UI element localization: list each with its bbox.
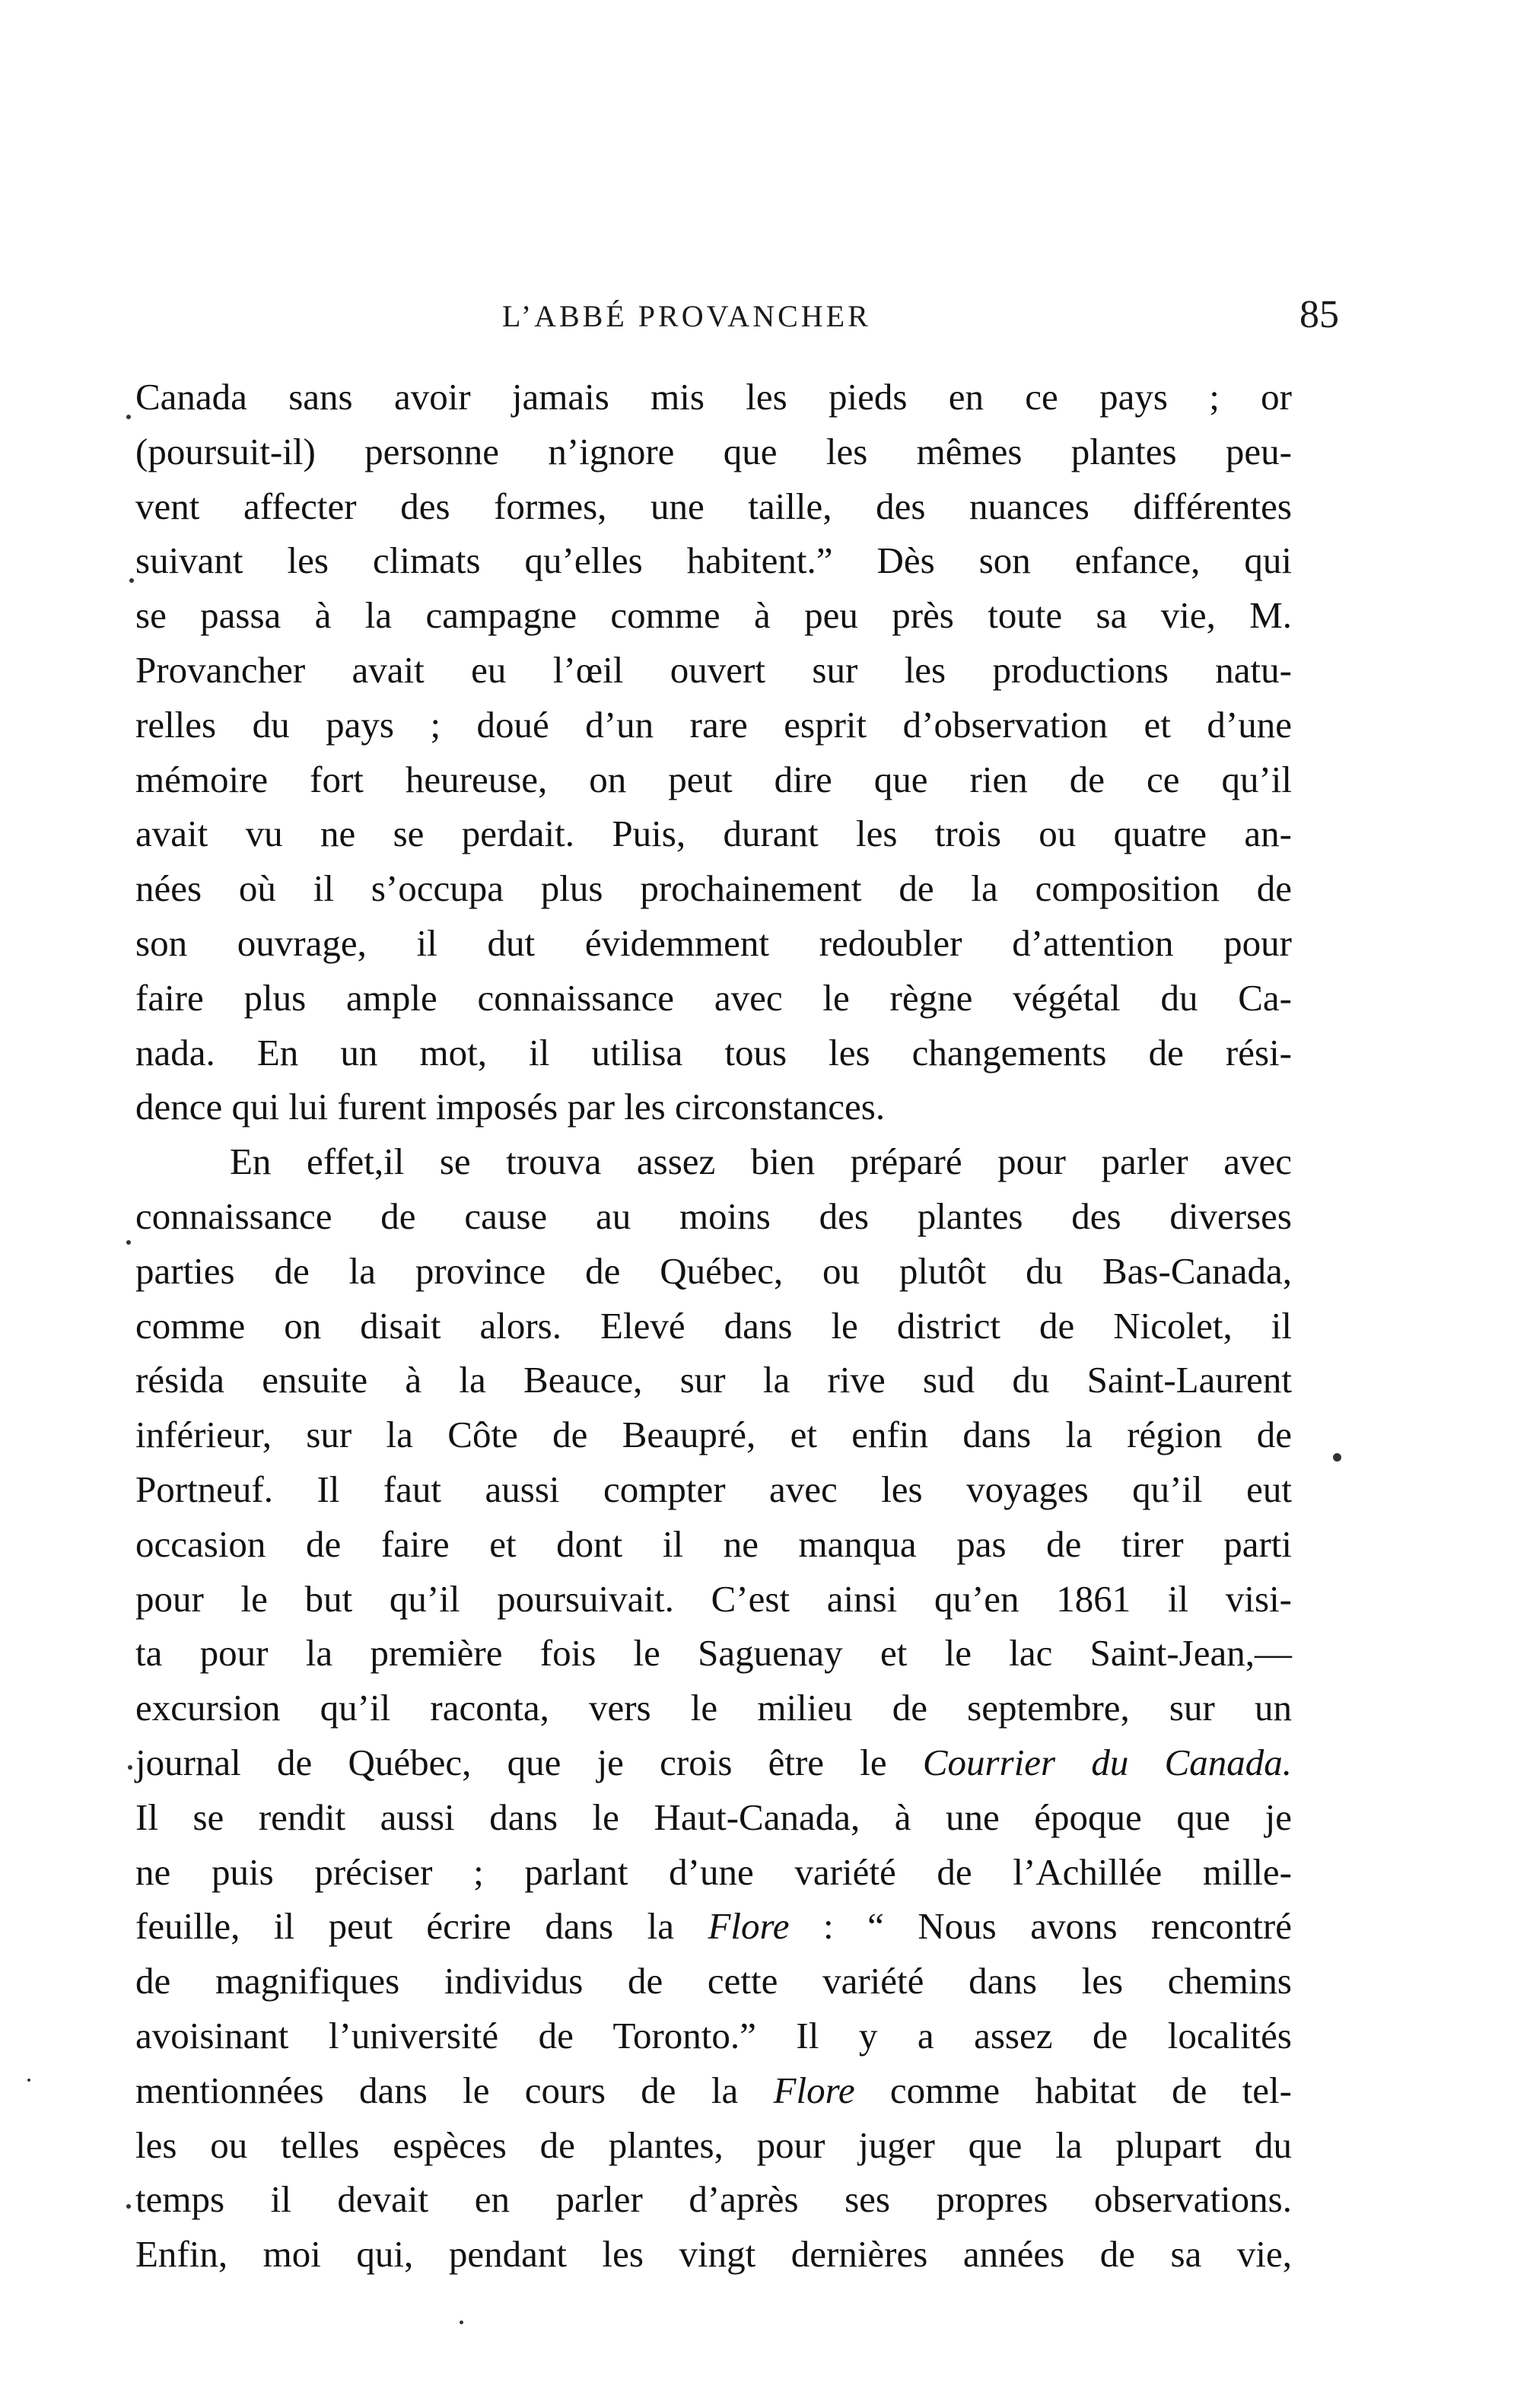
text-line bbox=[135, 2009, 1292, 2063]
text-segment: inférieur, sur la Côte de Beaupré, et enfin dans la région de bbox=[135, 1414, 1292, 1456]
text-line bbox=[135, 1517, 1292, 1572]
text-line bbox=[135, 1954, 1292, 2009]
text-line bbox=[135, 533, 1292, 588]
text-segment: vent affecter des formes, une taille, des nuances différentes bbox=[135, 485, 1292, 527]
text-segment: connaissance de cause au moins des plantes des diverses bbox=[135, 1194, 1292, 1237]
text-segment: comme on disait alors. Elevé dans le district de Nicolet, il bbox=[135, 1304, 1292, 1347]
text-line bbox=[135, 1244, 1292, 1299]
margin-speck bbox=[1333, 1453, 1341, 1462]
text-line bbox=[135, 588, 1292, 643]
text-line bbox=[135, 1189, 1292, 1244]
text-segment: parties de la province de Québec, ou plutôt du Bas-Canada, bbox=[135, 1249, 1292, 1292]
text-line bbox=[135, 1299, 1292, 1354]
text-line bbox=[135, 752, 1292, 807]
text-line bbox=[135, 1681, 1292, 1735]
text-segment: En effet,il se trouva assez bien préparé pour parler avec bbox=[230, 1140, 1292, 1183]
text-segment: faire plus ample connaissance avec le règne végétal du Ca- bbox=[135, 976, 1292, 1019]
running-title: L’ABBÉ PROVANCHER bbox=[502, 299, 871, 333]
text-segment: excursion qu’il raconta, vers le milieu de septembre, sur un bbox=[135, 1687, 1292, 1729]
margin-speck bbox=[126, 415, 131, 419]
text-line bbox=[135, 806, 1292, 861]
text-segment: se passa à la campagne comme à peu près toute sa vie, M. bbox=[135, 594, 1292, 637]
text-segment: relles du pays ; doué d’un rare esprit d’observation et d’une bbox=[135, 703, 1292, 746]
text-line bbox=[135, 2118, 1292, 2173]
margin-speck bbox=[126, 2204, 131, 2209]
text-segment: temps il devait en parler d’après ses propres observations. bbox=[135, 2178, 1292, 2221]
text-segment: ne puis préciser ; parlant d’une variété de l’Achillée mille- bbox=[135, 1850, 1292, 1893]
margin-speck bbox=[460, 2321, 463, 2324]
text-segment: mémoire fort heureuse, on peut dire que rien de ce qu’il bbox=[135, 758, 1292, 800]
text-segment: comme habitat de tel- bbox=[854, 2069, 1292, 2111]
text-line bbox=[135, 1790, 1292, 1845]
text-segment: occasion de faire et dont il ne manqua pas de tirer parti bbox=[135, 1522, 1292, 1565]
margin-speck bbox=[126, 1240, 131, 1245]
text-line bbox=[135, 2063, 1292, 2118]
italic-title: Flore bbox=[708, 1905, 790, 1948]
text-segment: suivant les climats qu’elles habitent.” Dès son enfance, qui bbox=[135, 539, 1292, 582]
text-segment: de magnifiques individus de cette variété dans les chemins bbox=[135, 1960, 1292, 2002]
text-segment: ta pour la première fois le Saguenay et le lac Saint-Jean,— bbox=[135, 1632, 1292, 1675]
body-text bbox=[135, 370, 1292, 2282]
text-line bbox=[135, 2227, 1292, 2282]
text-segment: journal de Québec, que je crois être le bbox=[135, 1741, 923, 1783]
text-segment: son ouvrage, il dut évidemment redoubler d’attention pour bbox=[135, 921, 1292, 964]
text-line bbox=[135, 370, 1292, 425]
text-line bbox=[135, 698, 1292, 752]
text-segment: résida ensuite à la Beauce, sur la rive sud du Saint-Laurent bbox=[135, 1359, 1292, 1401]
text-line bbox=[135, 643, 1292, 698]
margin-speck bbox=[129, 578, 134, 583]
text-segment: : “ Nous avons rencontré bbox=[789, 1905, 1292, 1948]
text-segment: feuille, il peut écrire dans la bbox=[135, 1905, 708, 1948]
text-line bbox=[135, 916, 1292, 971]
text-line bbox=[135, 2172, 1292, 2227]
text-segment: mentionnées dans le cours de la bbox=[135, 2069, 774, 2111]
text-segment: (poursuit-il) personne n’ignore que les mêmes plantes peu- bbox=[135, 430, 1292, 472]
text-segment: avoisinant l’université de Toronto.” Il y a assez de localités bbox=[135, 2014, 1292, 2057]
running-head bbox=[137, 293, 1339, 351]
text-segment: avait vu ne se perdait. Puis, durant les trois ou quatre an- bbox=[135, 813, 1292, 855]
italic-title: Courrier du Canada. bbox=[922, 1741, 1293, 1783]
text-segment: les ou telles espèces de plantes, pour juger que la plupart du bbox=[135, 2123, 1292, 2166]
margin-speck bbox=[128, 1765, 132, 1770]
text-segment: nées où il s’occupa plus prochainement de la composition de bbox=[135, 867, 1292, 910]
text-line bbox=[135, 1080, 1292, 1134]
text-line bbox=[135, 1134, 1292, 1189]
text-line bbox=[135, 1408, 1292, 1462]
text-line bbox=[135, 1353, 1292, 1408]
text-segment: Canada sans avoir jamais mis les pieds en ce pays ; or bbox=[135, 376, 1292, 418]
text-line bbox=[135, 1026, 1292, 1080]
text-segment: nada. En un mot, il utilisa tous les changements de rési- bbox=[135, 1031, 1292, 1074]
text-segment: Portneuf. Il faut aussi compter avec les voyages qu’il eut bbox=[135, 1468, 1292, 1510]
text-line bbox=[135, 1899, 1292, 1954]
text-line bbox=[135, 1572, 1292, 1627]
text-segment: pour le but qu’il poursuivait. C’est ainsi qu’en 1861 il visi- bbox=[135, 1577, 1292, 1620]
text-line bbox=[135, 861, 1292, 916]
text-line bbox=[135, 1845, 1292, 1900]
text-segment: Enfin, moi qui, pendant les vingt dernières années de sa vie, bbox=[135, 2233, 1292, 2276]
text-line bbox=[135, 1735, 1292, 1790]
page-number: 85 bbox=[1299, 293, 1339, 336]
text-line bbox=[135, 425, 1292, 479]
text-line bbox=[135, 479, 1292, 534]
text-segment: dence qui lui furent imposés par les circonstances. bbox=[135, 1086, 886, 1128]
text-segment: Il se rendit aussi dans le Haut-Canada, à une époque que je bbox=[135, 1796, 1292, 1838]
margin-speck bbox=[27, 2079, 30, 2082]
text-segment: Provancher avait eu l’œil ouvert sur les productions natu- bbox=[135, 648, 1292, 691]
text-line bbox=[135, 1626, 1292, 1681]
text-line bbox=[135, 1462, 1292, 1517]
text-line bbox=[135, 971, 1292, 1026]
italic-title: Flore bbox=[773, 2069, 855, 2111]
